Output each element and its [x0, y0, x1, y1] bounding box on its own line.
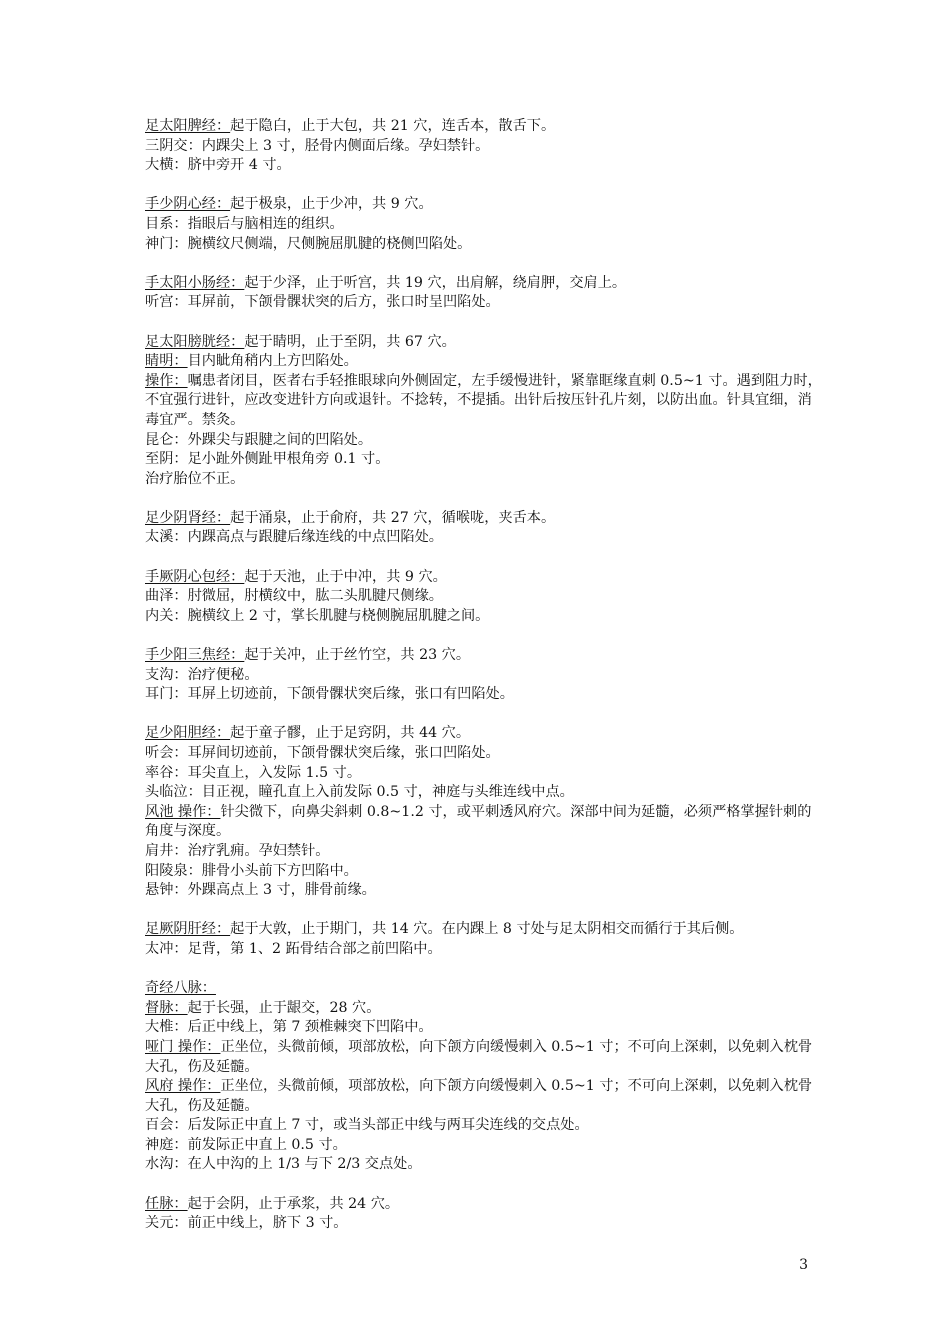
section-heading: 足太阳膀胱经：	[145, 333, 245, 350]
section-heading: 任脉：	[145, 1195, 188, 1212]
text-line	[145, 666, 825, 686]
text-line	[145, 509, 825, 529]
paragraph-gap	[145, 705, 825, 725]
line-text: 百会：后发际正中直上 7 寸，或当头部正中线与两耳尖连线的交点处。	[145, 1117, 589, 1134]
text-line	[145, 1136, 825, 1156]
line-text: 率谷：耳尖直上，入发际 1.5 寸。	[145, 764, 362, 781]
line-text: 阳陵泉：腓骨小头前下方凹陷中。	[145, 862, 358, 879]
section-heading: 操作：	[145, 372, 188, 389]
line-text: 针尖微下，向鼻尖斜刺 0.8~1.2 寸，或平刺透风府穴。深部中间为延髓，必须严格掌握针刺的角度与深度。	[145, 803, 812, 840]
text-line	[145, 1195, 825, 1215]
text-line	[145, 587, 825, 607]
line-text: 起于长强，止于龈交，28 穴。	[187, 999, 381, 1016]
text-line	[145, 881, 825, 901]
text-line	[145, 724, 825, 744]
text-line	[145, 1116, 825, 1136]
text-line	[145, 431, 825, 451]
text-line	[145, 920, 825, 940]
line-text: 起于睛明，止于至阴，共 67 穴。	[244, 333, 456, 350]
line-text: 至阴：足小趾外侧趾甲根角旁 0.1 寸。	[145, 451, 390, 468]
line-text: 治疗胎位不正。	[145, 470, 245, 487]
line-text: 起于会阴，止于承浆，共 24 穴。	[187, 1195, 400, 1212]
text-line	[145, 215, 825, 235]
line-text: 大横：脐中旁开 4 寸。	[145, 157, 291, 174]
text-line	[145, 333, 825, 353]
text-line	[145, 156, 825, 176]
text-line	[145, 1214, 825, 1234]
line-text: 水沟：在人中沟的上 1/3 与下 2/3 交点处。	[145, 1156, 422, 1173]
paragraph-gap	[145, 901, 825, 921]
paragraph-gap	[145, 548, 825, 568]
paragraph-gap	[145, 626, 825, 646]
text-line	[145, 646, 825, 666]
line-text: 目内眦角稍内上方凹陷处。	[187, 353, 358, 370]
line-text: 起于关冲，止于丝竹空，共 23 穴。	[244, 647, 471, 664]
line-text: 正坐位，头微前倾，项部放松，向下颌方向缓慢刺入 0.5~1 寸；不可向上深刺，以免刺入枕骨大孔，伤及延髓。	[145, 1038, 813, 1075]
text-line	[145, 979, 825, 999]
section-heading: 足太阳脾经：	[145, 118, 231, 134]
page-number: 3	[799, 1257, 808, 1273]
line-text: 听宫：耳屏前，下颌骨髁状突的后方，张口时呈凹陷处。	[145, 294, 500, 311]
text-line	[145, 783, 825, 803]
text-line	[145, 274, 825, 294]
text-line	[145, 999, 825, 1019]
line-text: 头临泣：目正视，瞳孔直上入前发际 0.5 寸，神庭与头维连线中点。	[145, 784, 574, 801]
line-text: 太溪：内踝高点与跟腱后缘连线的中点凹陷处。	[145, 529, 443, 546]
section-heading: 手少阴心经：	[145, 196, 231, 213]
line-text: 目系：指眼后与脑相连的组织。	[145, 215, 344, 232]
text-line	[145, 940, 825, 960]
section-heading: 睛明：	[145, 353, 188, 370]
line-text: 听会：耳屏间切迹前，下颌骨髁状突后缘，张口凹陷处。	[145, 745, 500, 761]
line-text: 起于隐白，止于大包，共 21 穴，连舌本，散舌下。	[230, 118, 556, 134]
line-text: 正坐位，头微前倾，项部放松，向下颌方向缓慢刺入 0.5~1 寸；不可向上深刺，以免刺入枕骨大孔，伤及延髓。	[145, 1078, 813, 1114]
line-text: 起于少泽，止于听宫，共 19 穴，出肩解，绕肩胛，交肩上。	[244, 274, 627, 291]
text-line	[145, 235, 825, 255]
paragraph-gap	[145, 313, 825, 333]
paragraph-gap	[145, 176, 825, 196]
text-line	[145, 1038, 825, 1077]
line-text: 起于大敦，止于期门，共 14 穴。在内踝上 8 寸处与足太阴相交而循行于其后侧。	[230, 921, 744, 938]
line-text: 神门：腕横纹尺侧端，尺侧腕屈肌腱的桡侧凹陷处。	[145, 235, 472, 252]
section-heading: 手少阳三焦经：	[145, 647, 245, 664]
text-line	[145, 372, 825, 431]
line-text: 悬钟：外踝高点上 3 寸，腓骨前缘。	[145, 882, 376, 899]
text-line	[145, 450, 825, 470]
line-text: 支沟：治疗便秘。	[145, 666, 259, 683]
text-line	[145, 803, 825, 842]
text-line	[145, 862, 825, 882]
line-text: 起于极泉，止于少冲，共 9 穴。	[230, 196, 433, 213]
line-text: 肩井：治疗乳痈。孕妇禁针。	[145, 842, 330, 859]
line-text: 起于天池，止于中冲，共 9 穴。	[244, 568, 447, 585]
paragraph-gap	[145, 960, 825, 980]
text-line	[145, 117, 825, 137]
text-line	[145, 764, 825, 784]
text-line	[145, 1077, 825, 1116]
section-heading: 风池 操作：	[145, 803, 221, 820]
section-heading: 督脉：	[145, 999, 188, 1016]
line-text: 起于童子髎，止于足窍阴，共 44 穴。	[230, 725, 471, 742]
line-text: 关元：前正中线上，脐下 3 寸。	[145, 1215, 348, 1232]
section-heading: 奇经八脉：	[145, 980, 216, 997]
text-line	[145, 293, 825, 313]
section-heading: 足少阳胆经：	[145, 725, 231, 742]
text-line	[145, 842, 825, 862]
line-text: 内关：腕横纹上 2 寸，掌长肌腱与桡侧腕屈肌腱之间。	[145, 607, 490, 624]
line-text: 昆仑：外踝尖与跟腱之间的凹陷处。	[145, 431, 373, 448]
section-heading: 风府 操作：	[145, 1078, 221, 1095]
paragraph-gap	[145, 254, 825, 274]
section-heading: 哑门 操作：	[145, 1038, 221, 1055]
text-line	[145, 744, 825, 764]
text-line	[145, 470, 825, 490]
section-heading: 足少阴肾经：	[145, 509, 231, 526]
paragraph-gap	[145, 489, 825, 509]
text-line	[145, 1018, 825, 1038]
section-heading: 手厥阴心包经：	[145, 568, 245, 585]
line-text: 起于涌泉，止于俞府，共 27 穴，循喉咙，夹舌本。	[230, 509, 556, 526]
text-line	[145, 352, 825, 372]
line-text: 耳门：耳屏上切迹前，下颌骨髁状突后缘，张口有凹陷处。	[145, 686, 514, 703]
line-text: 大椎：后正中线上，第 7 颈椎棘突下凹陷中。	[145, 1019, 433, 1036]
section-heading: 手太阳小肠经：	[145, 274, 245, 291]
text-line	[145, 568, 825, 588]
line-text: 嘱患者闭目，医者右手轻推眼球向外侧固定，左手缓慢进针，紧靠眶缘直刺 0.5~1 寸。遇到阻力时，不宜强行进针，应改变进针方向或退针。不捻转，不提插。出针后按压针孔片刻，以防出血。针具宜细，消毒宜严。禁灸。	[145, 372, 822, 428]
line-text: 三阴交：内踝尖上 3 寸，胫骨内侧面后缘。孕妇禁针。	[145, 137, 490, 154]
text-line	[145, 137, 825, 157]
text-line	[145, 528, 825, 548]
text-line	[145, 195, 825, 215]
text-line	[145, 1155, 825, 1175]
line-text: 神庭：前发际正中直上 0.5 寸。	[145, 1136, 347, 1153]
text-line	[145, 685, 825, 705]
text-line	[145, 607, 825, 627]
section-heading: 足厥阴肝经：	[145, 921, 231, 938]
paragraph-gap	[145, 1175, 825, 1195]
line-text: 太冲：足背，第 1、2 跖骨结合部之前凹陷中。	[145, 940, 442, 957]
document-body	[145, 117, 825, 1234]
line-text: 曲泽：肘微屈，肘横纹中，肱二头肌腱尺侧缘。	[145, 588, 443, 605]
